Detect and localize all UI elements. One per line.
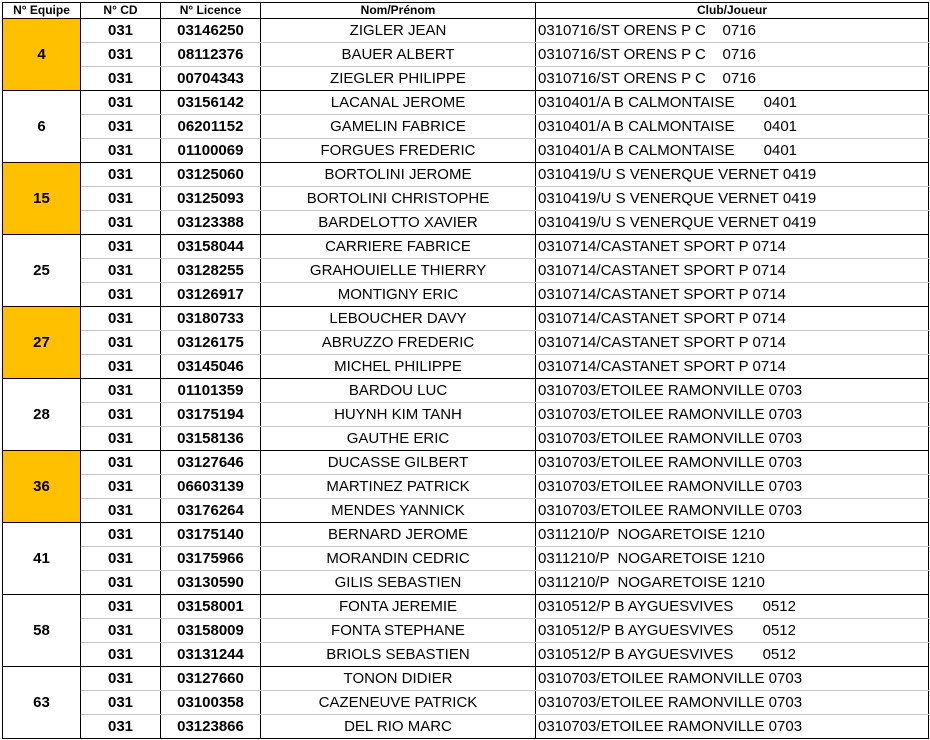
team-roster-sheet [2, 2, 929, 739]
cd-cell: 031 [81, 187, 161, 211]
club-cell: 0310703/ETOILEE RAMONVILLE 0703 [536, 403, 929, 427]
cd-cell: 031 [81, 115, 161, 139]
club-cell: 0310716/ST ORENS P C 0716 [536, 43, 929, 67]
player-name-cell: LEBOUCHER DAVY [261, 307, 536, 331]
cd-cell: 031 [81, 379, 161, 403]
licence-cell: 03175194 [161, 403, 261, 427]
licence-cell: 03156142 [161, 91, 261, 115]
club-cell: 0310703/ETOILEE RAMONVILLE 0703 [536, 451, 929, 475]
header-club: Club/Joueur [536, 3, 929, 19]
club-cell: 0310714/CASTANET SPORT P 0714 [536, 283, 929, 307]
licence-cell: 00704343 [161, 67, 261, 91]
cd-cell: 031 [81, 595, 161, 619]
cd-cell: 031 [81, 139, 161, 163]
header-licence-number: N° Licence [161, 3, 261, 19]
club-cell: 0310401/A B CALMONTAISE 0401 [536, 115, 929, 139]
cd-cell: 031 [81, 403, 161, 427]
club-cell: 0311210/P NOGARETOISE 1210 [536, 547, 929, 571]
player-name-cell: DUCASSE GILBERT [261, 451, 536, 475]
player-name-cell: GRAHOUIELLE THIERRY [261, 259, 536, 283]
licence-cell: 03145046 [161, 355, 261, 379]
team-number-cell: 63 [3, 667, 81, 739]
licence-cell: 03158044 [161, 235, 261, 259]
table-row [3, 379, 929, 403]
table-row [3, 571, 929, 595]
club-cell: 0310716/ST ORENS P C 0716 [536, 67, 929, 91]
licence-cell: 03125093 [161, 187, 261, 211]
table-row [3, 235, 929, 259]
cd-cell: 031 [81, 571, 161, 595]
table-row [3, 307, 929, 331]
cd-cell: 031 [81, 67, 161, 91]
table-row [3, 259, 929, 283]
table-row [3, 475, 929, 499]
club-cell: 0310703/ETOILEE RAMONVILLE 0703 [536, 691, 929, 715]
table-row [3, 187, 929, 211]
cd-cell: 031 [81, 667, 161, 691]
licence-cell: 03146250 [161, 19, 261, 43]
player-name-cell: BARDELOTTO XAVIER [261, 211, 536, 235]
player-name-cell: GAUTHE ERIC [261, 427, 536, 451]
player-name-cell: BRIOLS SEBASTIEN [261, 643, 536, 667]
team-roster-table [2, 2, 929, 739]
licence-cell: 03158001 [161, 595, 261, 619]
club-cell: 0310401/A B CALMONTAISE 0401 [536, 139, 929, 163]
club-cell: 0310419/U S VENERQUE VERNET 0419 [536, 211, 929, 235]
table-row [3, 427, 929, 451]
licence-cell: 03180733 [161, 307, 261, 331]
cd-cell: 031 [81, 475, 161, 499]
player-name-cell: ZIGLER JEAN [261, 19, 536, 43]
table-row [3, 667, 929, 691]
cd-cell: 031 [81, 355, 161, 379]
licence-cell: 03128255 [161, 259, 261, 283]
player-name-cell: GAMELIN FABRICE [261, 115, 536, 139]
player-name-cell: BORTOLINI CHRISTOPHE [261, 187, 536, 211]
licence-cell: 03131244 [161, 643, 261, 667]
header-player-name: Nom/Prénom [261, 3, 536, 19]
club-cell: 0310703/ETOILEE RAMONVILLE 0703 [536, 715, 929, 739]
licence-cell: 03176264 [161, 499, 261, 523]
cd-cell: 031 [81, 163, 161, 187]
team-number-cell: 4 [3, 19, 81, 91]
cd-cell: 031 [81, 715, 161, 739]
licence-cell: 03175140 [161, 523, 261, 547]
licence-cell: 03126175 [161, 331, 261, 355]
table-row [3, 331, 929, 355]
club-cell: 0310703/ETOILEE RAMONVILLE 0703 [536, 379, 929, 403]
cd-cell: 031 [81, 547, 161, 571]
player-name-cell: FONTA JEREMIE [261, 595, 536, 619]
cd-cell: 031 [81, 259, 161, 283]
club-cell: 0311210/P NOGARETOISE 1210 [536, 571, 929, 595]
table-row [3, 523, 929, 547]
table-row [3, 163, 929, 187]
licence-cell: 03100358 [161, 691, 261, 715]
cd-cell: 031 [81, 211, 161, 235]
header-team-number: N° Equipe [3, 3, 81, 19]
table-row [3, 43, 929, 67]
cd-cell: 031 [81, 427, 161, 451]
cd-cell: 031 [81, 499, 161, 523]
club-cell: 0310401/A B CALMONTAISE 0401 [536, 91, 929, 115]
table-row [3, 211, 929, 235]
table-row [3, 19, 929, 43]
licence-cell: 08112376 [161, 43, 261, 67]
player-name-cell: MARTINEZ PATRICK [261, 475, 536, 499]
licence-cell: 03158136 [161, 427, 261, 451]
player-name-cell: BAUER ALBERT [261, 43, 536, 67]
licence-cell: 03127660 [161, 667, 261, 691]
team-number-cell: 25 [3, 235, 81, 307]
table-row [3, 715, 929, 739]
licence-cell: 03158009 [161, 619, 261, 643]
player-name-cell: HUYNH KIM TANH [261, 403, 536, 427]
player-name-cell: ZIEGLER PHILIPPE [261, 67, 536, 91]
player-name-cell: MONTIGNY ERIC [261, 283, 536, 307]
club-cell: 0310703/ETOILEE RAMONVILLE 0703 [536, 475, 929, 499]
club-cell: 0310716/ST ORENS P C 0716 [536, 19, 929, 43]
table-row [3, 67, 929, 91]
player-name-cell: CARRIERE FABRICE [261, 235, 536, 259]
player-name-cell: BORTOLINI JEROME [261, 163, 536, 187]
club-cell: 0310703/ETOILEE RAMONVILLE 0703 [536, 499, 929, 523]
player-name-cell: TONON DIDIER [261, 667, 536, 691]
player-name-cell: CAZENEUVE PATRICK [261, 691, 536, 715]
team-number-cell: 41 [3, 523, 81, 595]
club-cell: 0310714/CASTANET SPORT P 0714 [536, 331, 929, 355]
club-cell: 0310714/CASTANET SPORT P 0714 [536, 235, 929, 259]
player-name-cell: BERNARD JEROME [261, 523, 536, 547]
cd-cell: 031 [81, 283, 161, 307]
licence-cell: 03123388 [161, 211, 261, 235]
licence-cell: 03175966 [161, 547, 261, 571]
player-name-cell: DEL RIO MARC [261, 715, 536, 739]
player-name-cell: MORANDIN CEDRIC [261, 547, 536, 571]
club-cell: 0310714/CASTANET SPORT P 0714 [536, 355, 929, 379]
cd-cell: 031 [81, 691, 161, 715]
player-name-cell: FONTA STEPHANE [261, 619, 536, 643]
header-cd-number: N° CD [81, 3, 161, 19]
cd-cell: 031 [81, 451, 161, 475]
table-row [3, 403, 929, 427]
team-number-cell: 36 [3, 451, 81, 523]
team-number-cell: 28 [3, 379, 81, 451]
table-row [3, 115, 929, 139]
licence-cell: 03127646 [161, 451, 261, 475]
licence-cell: 03123866 [161, 715, 261, 739]
licence-cell: 06201152 [161, 115, 261, 139]
table-row [3, 595, 929, 619]
header-row [3, 3, 929, 19]
table-row [3, 451, 929, 475]
club-cell: 0310714/CASTANET SPORT P 0714 [536, 259, 929, 283]
cd-cell: 031 [81, 307, 161, 331]
club-cell: 0310419/U S VENERQUE VERNET 0419 [536, 187, 929, 211]
team-number-cell: 15 [3, 163, 81, 235]
licence-cell: 01100069 [161, 139, 261, 163]
cd-cell: 031 [81, 235, 161, 259]
table-row [3, 619, 929, 643]
table-row [3, 283, 929, 307]
cd-cell: 031 [81, 91, 161, 115]
club-cell: 0310703/ETOILEE RAMONVILLE 0703 [536, 427, 929, 451]
cd-cell: 031 [81, 19, 161, 43]
team-number-cell: 27 [3, 307, 81, 379]
roster-body [3, 19, 929, 739]
licence-cell: 06603139 [161, 475, 261, 499]
team-number-cell: 6 [3, 91, 81, 163]
player-name-cell: GILIS SEBASTIEN [261, 571, 536, 595]
table-row [3, 355, 929, 379]
team-number-cell: 58 [3, 595, 81, 667]
table-row [3, 547, 929, 571]
player-name-cell: FORGUES FREDERIC [261, 139, 536, 163]
cd-cell: 031 [81, 331, 161, 355]
player-name-cell: ABRUZZO FREDERIC [261, 331, 536, 355]
table-row [3, 643, 929, 667]
player-name-cell: BARDOU LUC [261, 379, 536, 403]
table-row [3, 499, 929, 523]
licence-cell: 03130590 [161, 571, 261, 595]
licence-cell: 03125060 [161, 163, 261, 187]
cd-cell: 031 [81, 43, 161, 67]
club-cell: 0310512/P B AYGUESVIVES 0512 [536, 619, 929, 643]
club-cell: 0310512/P B AYGUESVIVES 0512 [536, 595, 929, 619]
club-cell: 0310512/P B AYGUESVIVES 0512 [536, 643, 929, 667]
table-row [3, 91, 929, 115]
cd-cell: 031 [81, 523, 161, 547]
player-name-cell: MENDES YANNICK [261, 499, 536, 523]
table-row [3, 691, 929, 715]
club-cell: 0310714/CASTANET SPORT P 0714 [536, 307, 929, 331]
club-cell: 0310419/U S VENERQUE VERNET 0419 [536, 163, 929, 187]
cd-cell: 031 [81, 643, 161, 667]
cd-cell: 031 [81, 619, 161, 643]
club-cell: 0311210/P NOGARETOISE 1210 [536, 523, 929, 547]
licence-cell: 03126917 [161, 283, 261, 307]
player-name-cell: LACANAL JEROME [261, 91, 536, 115]
licence-cell: 01101359 [161, 379, 261, 403]
club-cell: 0310703/ETOILEE RAMONVILLE 0703 [536, 667, 929, 691]
table-row [3, 139, 929, 163]
player-name-cell: MICHEL PHILIPPE [261, 355, 536, 379]
